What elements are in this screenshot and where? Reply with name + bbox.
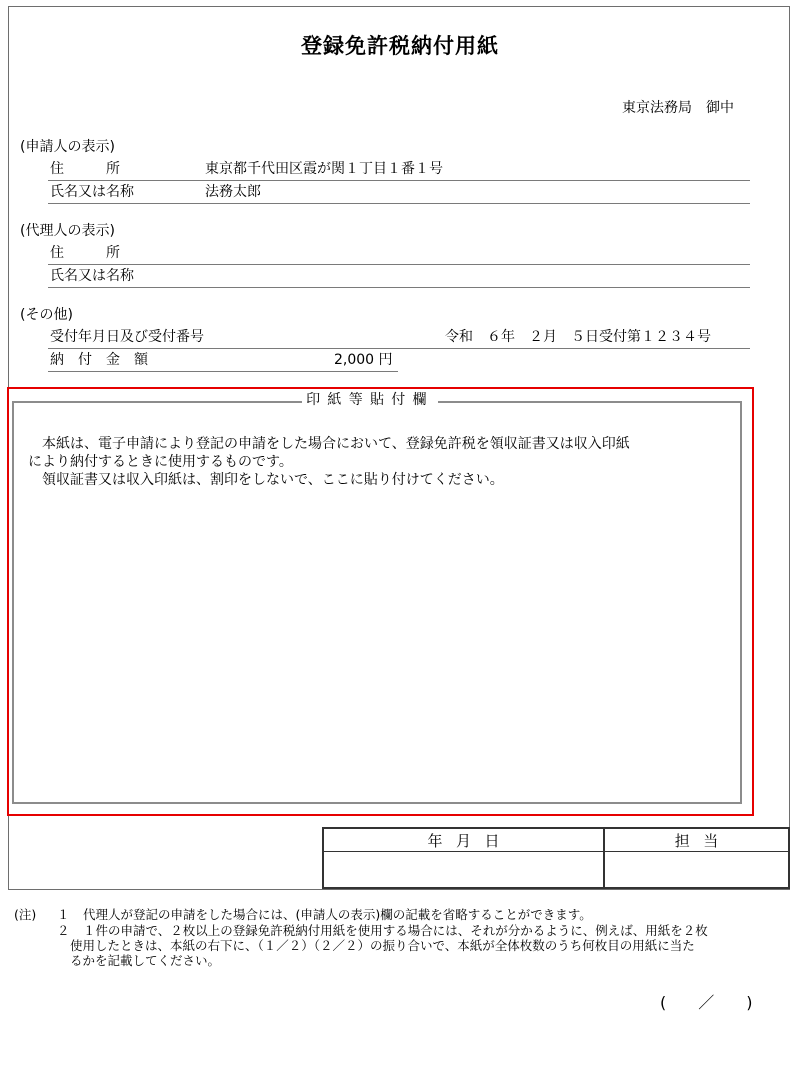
note-1-number: １ [57,907,70,922]
agent-section-label: (代理人の表示) [20,223,115,239]
note-2-line-1: １件の申請で、２枚以上の登録免許税納付用紙を使用する場合には、それが分かるように、例えば、用紙を２枚 [83,923,708,938]
agent-name-label: 氏名又は名称 [50,268,134,284]
applicant-address-rule [48,180,750,181]
amount-label: 納 付 金 額 [50,352,148,368]
applicant-name-rule [48,203,750,204]
date-column-header: 年月日 [427,832,513,850]
agent-name-rule [48,287,750,288]
addressee: 東京法務局 御中 [622,100,734,116]
applicant-name-value: 法務太郎 [205,184,261,200]
stamp-instruction-line-3: 領収証書又は収入印紙は、割印をしないで、ここに貼り付けてください。 [28,472,504,488]
receipt-value: 令和 ６年 ２月 ５日受付第１２３４号 [445,329,711,345]
other-section-label: (その他) [20,307,73,323]
note-2-line-3: るかを記載してください。 [70,953,221,968]
notes-prefix: (注) [14,907,37,922]
amount-rule [48,371,398,372]
reception-table [322,827,790,889]
applicant-address-value: 東京都千代田区霞が関１丁目１番１号 [205,161,443,177]
applicant-name-label: 氏名又は名称 [50,184,134,200]
stamp-instruction-line-2: により納付するときに使用するものです。 [28,454,293,470]
agent-address-rule [48,264,750,265]
page-counter: ( ／ ) [660,993,753,1012]
person-column-header: 担当 [674,832,732,850]
stamp-area-label: 印紙等貼付欄 [0,391,740,409]
receipt-rule [48,348,750,349]
note-1-text: 代理人が登記の申請をした場合には、(申請人の表示)欄の記載を省略することができます。 [83,907,592,922]
note-2-number: ２ [57,923,70,938]
applicant-section-label: (申請人の表示) [20,139,115,155]
note-2-line-2: 使用したときは、本紙の右下に、（１／２）（２／２）の振り合いで、本紙が全体枚数のうち何枚目の用紙に当た [70,938,695,953]
amount-value: 2,000 円 [334,352,393,368]
receipt-label: 受付年月日及び受付番号 [50,329,204,345]
reception-table-divider-horizontal [324,851,788,852]
document-title: 登録免許税納付用紙 [301,34,499,58]
stamp-instruction-line-1: 本紙は、電子申請により登記の申請をした場合において、登録免許税を領収証書又は収入印紙 [28,436,630,452]
applicant-address-label: 住 所 [50,161,120,177]
agent-address-label: 住 所 [50,245,120,261]
